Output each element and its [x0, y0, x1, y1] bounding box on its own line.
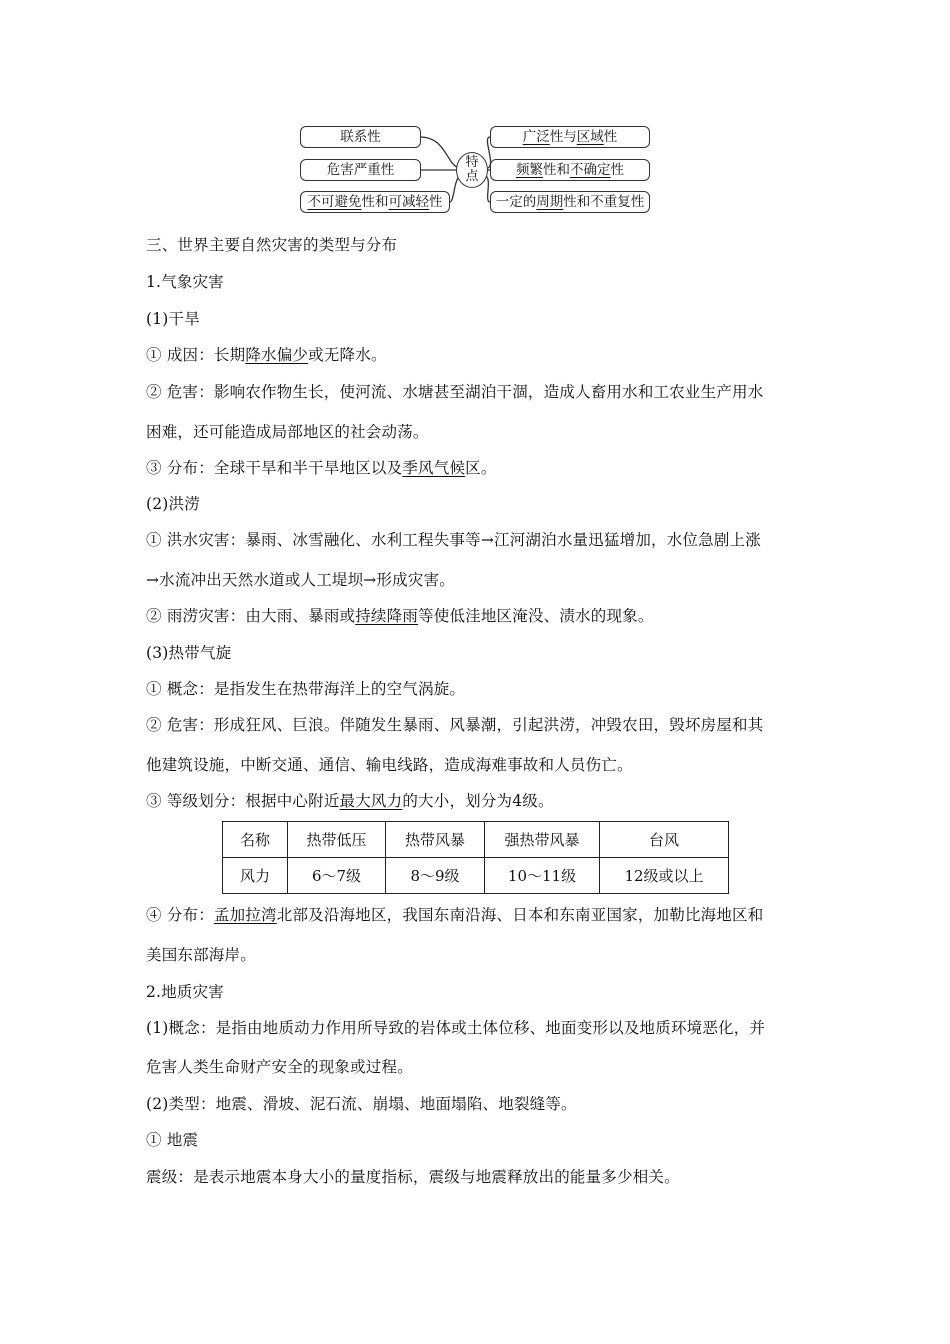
- table-row: [223, 858, 729, 894]
- text: ④ 分布：: [146, 906, 214, 924]
- diagram-right-item: 频繁性和不确定性: [490, 159, 650, 181]
- diagram-right-item: 一定的周期性和不重复性: [490, 191, 650, 213]
- text-line: 危害人类生命财产安全的现象或过程。: [146, 1058, 413, 1076]
- subsection-heading: 1.气象灾害: [146, 273, 224, 291]
- text-line: ② 危害：影响农作物生长，使河流、水塘甚至湖泊干涸，造成人畜用水和工农业生产用水: [146, 383, 764, 401]
- table-cell: 名称: [223, 822, 288, 858]
- text-line: 震级：是表示地震本身大小的量度指标，震级与地震释放出的能量多少相关。: [146, 1168, 680, 1186]
- item-heading: ① 地震: [146, 1131, 199, 1149]
- underlined-word: 广泛: [522, 129, 550, 145]
- table-cell: 8～9级: [386, 858, 485, 894]
- text-line: [146, 343, 387, 365]
- text-line: ② 危害：形成狂风、巨浪。伴随发生暴雨、风暴潮，引起洪涝，冲毁农田，毁坏房屋和其: [146, 716, 764, 734]
- item-heading: (3)热带气旋: [146, 644, 232, 662]
- text-line: ① 洪水灾害：暴雨、冰雪融化、水利工程失事等→江河湖泊水量迅猛增加，水位急剧上涨: [146, 531, 761, 549]
- underlined-term: 降水偏少: [245, 346, 309, 364]
- underlined-term: 孟加拉湾: [213, 906, 277, 924]
- diagram-left-item: [300, 191, 450, 213]
- text: ③ 等级划分：根据中心附近: [146, 792, 340, 810]
- text-line: 美国东部海岸。: [146, 946, 256, 964]
- text: 区。: [465, 459, 497, 477]
- underlined-term: 持续降雨: [355, 607, 419, 625]
- characteristics-diagram: [296, 124, 652, 214]
- underlined-word: 不可避免: [307, 194, 362, 210]
- center-label: 特点: [465, 155, 479, 184]
- diagram-left-item: 危害严重性: [300, 159, 421, 181]
- table-cell: 强热带风暴: [485, 822, 600, 858]
- text: 等使低洼地区淹没、渍水的现象。: [418, 607, 654, 625]
- text: 或无降水。: [308, 346, 387, 364]
- diagram-left-item: 联系性: [300, 126, 421, 148]
- table-row: [223, 822, 729, 858]
- wind-level-table: [222, 821, 729, 894]
- table-cell: 12级或以上: [600, 858, 729, 894]
- underlined-word: 不确定: [570, 162, 611, 178]
- table-cell: 风力: [223, 858, 288, 894]
- text-line: ① 概念：是指发生在热带海洋上的空气涡旋。: [146, 680, 466, 698]
- underlined-word: 周期: [536, 194, 564, 210]
- text: 的大小，划分为4级。: [402, 792, 554, 810]
- text-line: 困难，还可能造成局部地区的社会动荡。: [146, 423, 429, 441]
- underlined-term: 季风气候: [402, 459, 466, 477]
- diagram-center-node: [456, 152, 488, 188]
- table-cell: 10～11级: [485, 858, 600, 894]
- text-line: [146, 789, 554, 811]
- text-line: [146, 604, 654, 626]
- underlined-word: 区域: [576, 129, 604, 145]
- diagram-right-item: 广泛性与区域性: [490, 126, 650, 148]
- table-cell: 热带风暴: [386, 822, 485, 858]
- table-cell: 热带低压: [288, 822, 386, 858]
- text-line: (1)概念：是指由地质动力作用所导致的岩体或土体位移、地面变形以及地质环境恶化，并: [146, 1019, 766, 1037]
- text-line: (2)类型：地震、滑坡、泥石流、崩塌、地面塌陷、地裂缝等。: [146, 1095, 577, 1113]
- text: ② 雨涝灾害：由大雨、暴雨或: [146, 607, 356, 625]
- underlined-term: 最大风力: [339, 792, 403, 810]
- text: 北部及沿海地区，我国东南沿海、日本和东南亚国家，加勒比海地区和: [276, 906, 764, 924]
- left-item-3-text: 不可避免性和可减轻性: [307, 194, 443, 210]
- table-cell: 台风: [600, 822, 729, 858]
- text-line: [146, 903, 763, 925]
- text: ③ 分布：全球干旱和半干旱地区以及: [146, 459, 403, 477]
- text-line: 他建筑设施，中断交通、通信、输电线路，造成海难事故和人员伤亡。: [146, 756, 633, 774]
- underlined-word: 频繁: [516, 162, 543, 178]
- item-heading: (1)干旱: [146, 310, 200, 328]
- item-heading: (2)洪涝: [146, 495, 200, 513]
- table-cell: 6～7级: [288, 858, 386, 894]
- section-heading: 三、世界主要自然灾害的类型与分布: [146, 236, 398, 254]
- text-line: [146, 456, 497, 478]
- underlined-word: 可减轻: [388, 194, 429, 210]
- text: ① 成因：长期: [146, 346, 246, 364]
- text-line: →水流冲出天然水道或人工堤坝→形成灾害。: [146, 571, 455, 589]
- subsection-heading: 2.地质灾害: [146, 983, 224, 1001]
